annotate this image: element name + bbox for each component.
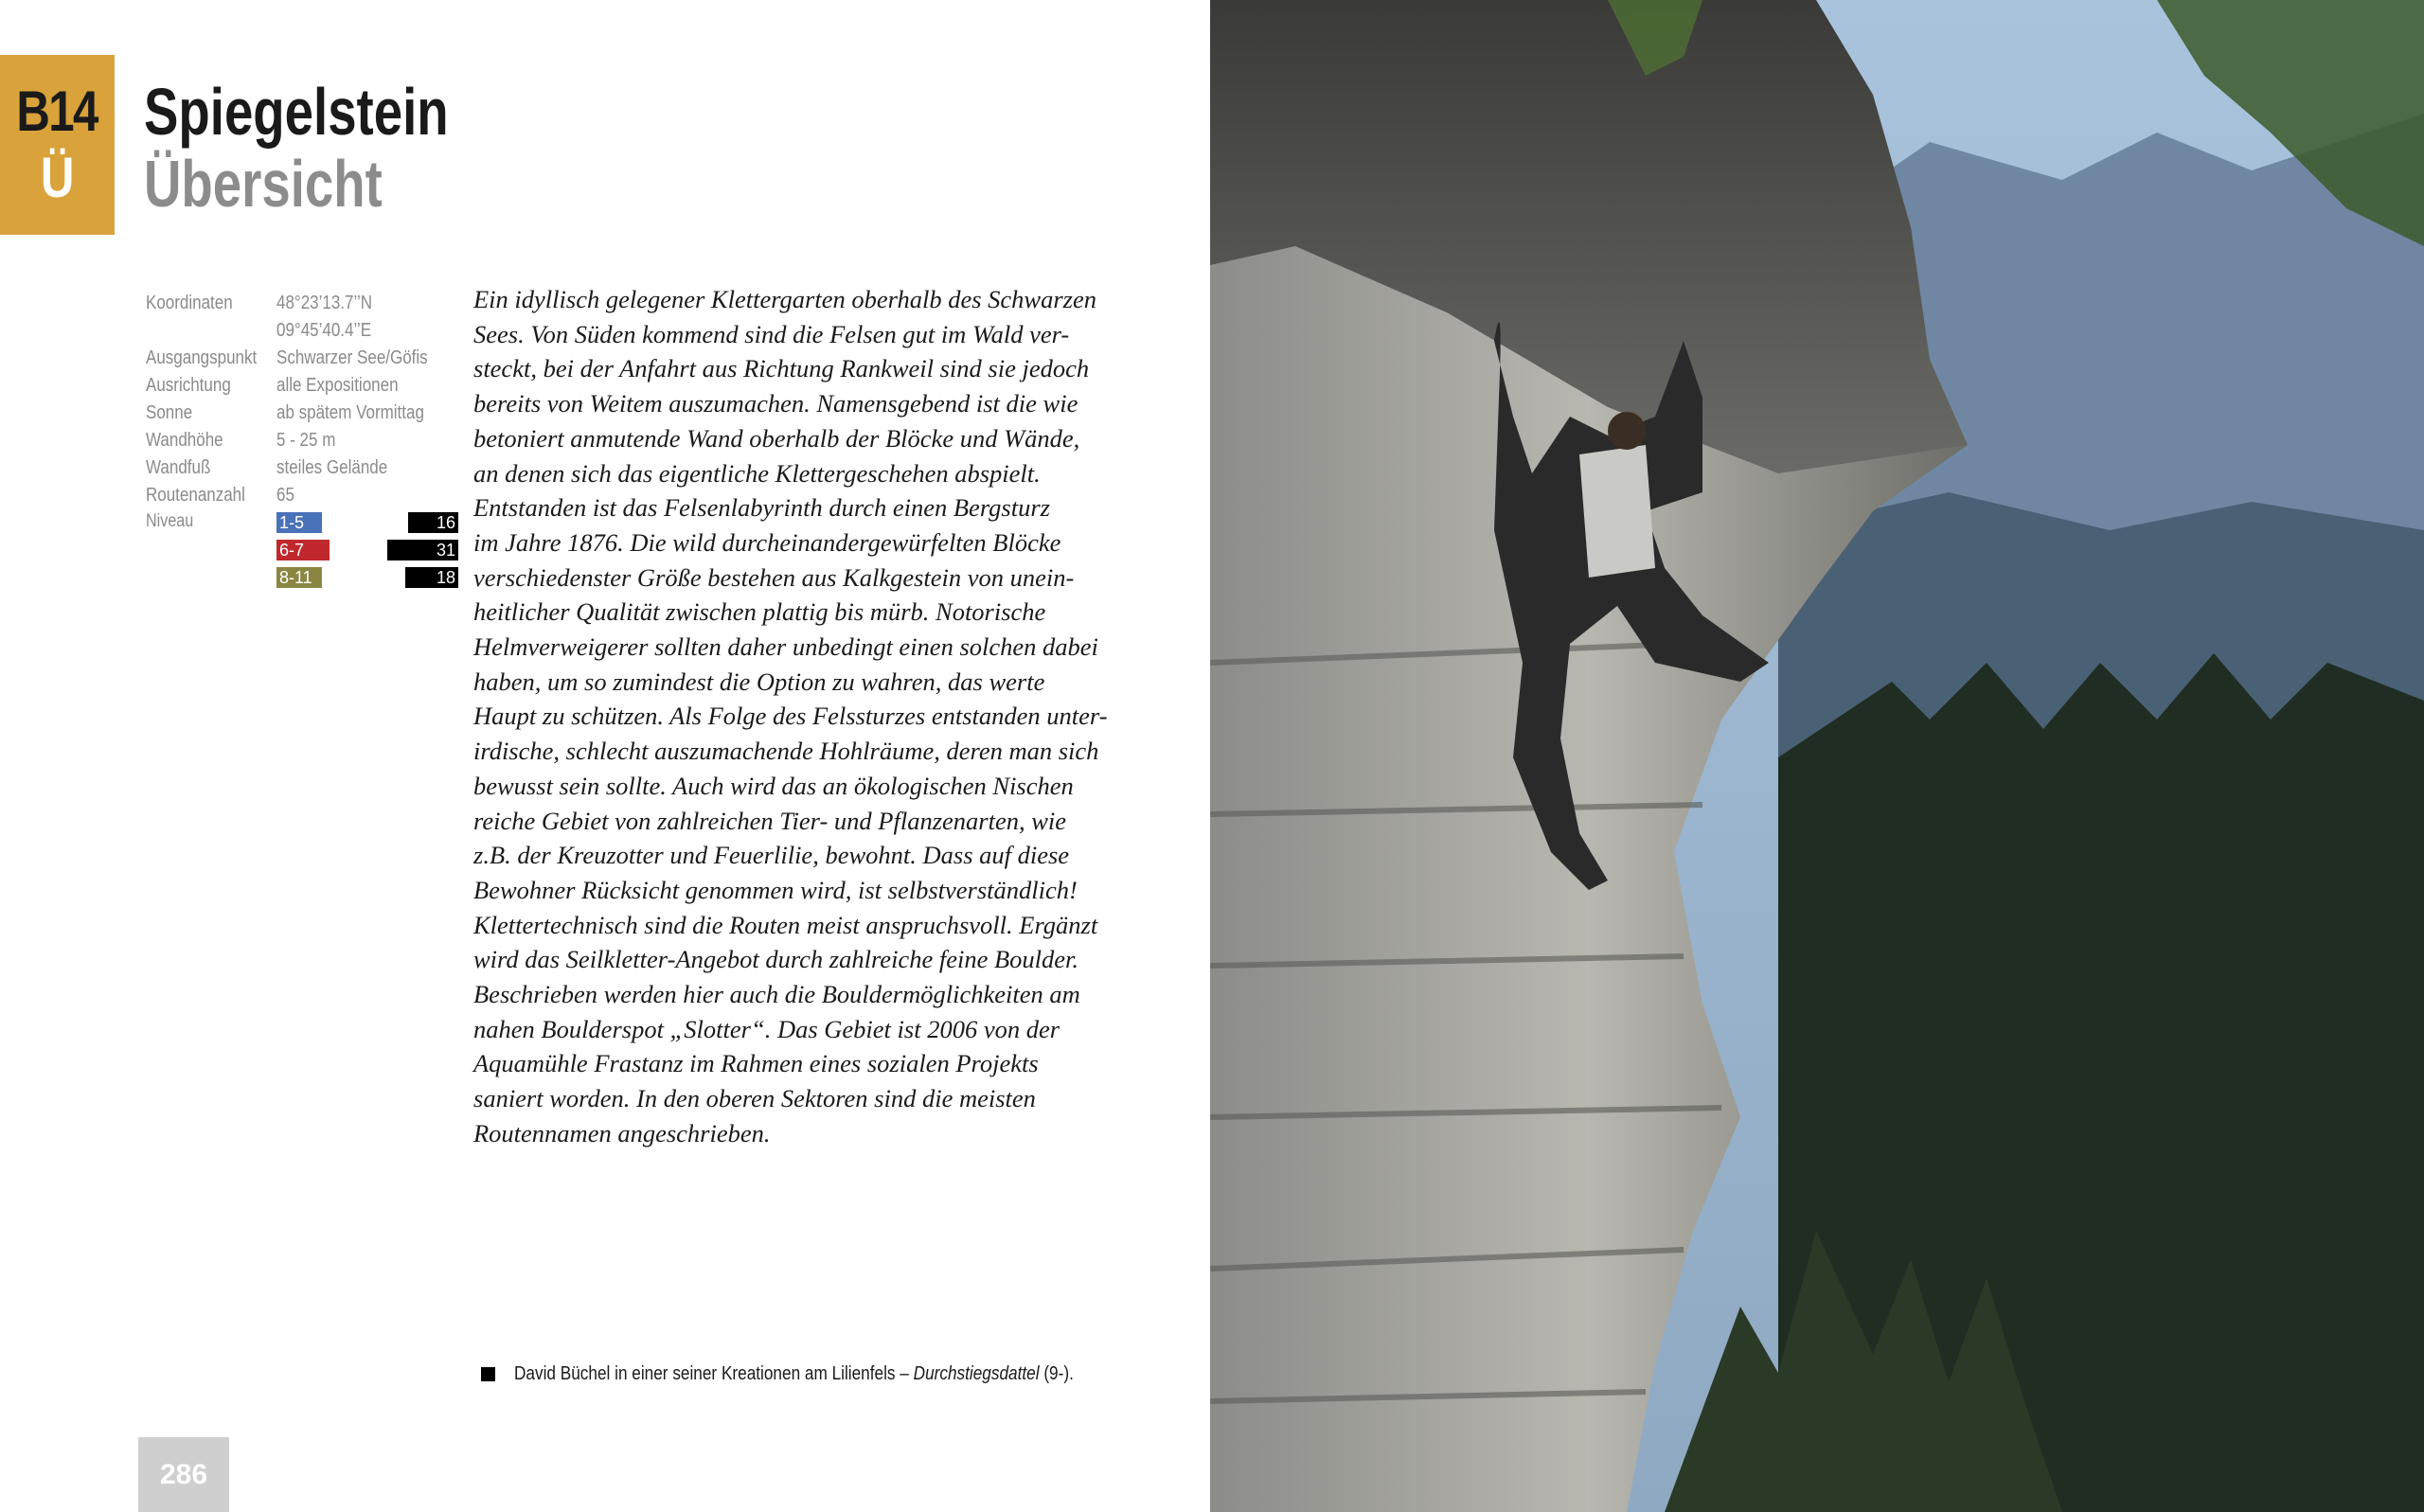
- description-line: Ein idyllisch gelegener Klettergarten oberhalb des Schwarzen: [473, 285, 1096, 313]
- niveau-row: [146, 509, 458, 537]
- fact-key: Ausrichtung: [146, 375, 231, 396]
- fact-value: 5 - 25 m: [276, 430, 336, 451]
- niveau-row: [146, 564, 458, 592]
- niveau-table: [146, 509, 458, 592]
- fact-row: [146, 427, 458, 454]
- fact-row: [146, 290, 458, 317]
- grade-chip: 6-7: [276, 540, 330, 560]
- description-text: [473, 282, 1108, 1151]
- description-line: betoniert anmutende Wand oberhalb der Blöcke und Wände,: [473, 423, 1080, 453]
- description-line: bewusst sein sollte. Auch wird das an ökologischen Nischen: [473, 771, 1074, 800]
- caption-text: [514, 1363, 1074, 1385]
- description-line: Routennamen angeschrieben.: [473, 1118, 771, 1147]
- fact-value: steiles Gelände: [276, 457, 388, 478]
- description-line: Beschrieben werden hier auch die Bouldermöglichkeiten am: [473, 980, 1080, 1009]
- photo-caption: [481, 1363, 1165, 1385]
- route-count-bar: 18: [405, 567, 458, 588]
- fact-value: ab spätem Vormittag: [276, 402, 424, 423]
- description-line: Klettertechnisch sind die Routen meist anspruchsvoll. Ergänzt: [473, 910, 1098, 939]
- description-line: heitlicher Qualität zwischen plattig bis mürb. Notorische: [473, 597, 1046, 627]
- fact-value: 48°23’13.7’’N: [276, 293, 373, 313]
- fact-value: alle Expositionen: [276, 375, 399, 396]
- grade-chip: 1-5: [276, 512, 322, 533]
- description-line: Aquamühle Frastanz im Rahmen eines sozialen Projekts: [473, 1049, 1039, 1078]
- caption-grade: (9-).: [1039, 1363, 1074, 1384]
- niveau-label: Niveau: [146, 511, 194, 531]
- page-subtitle: Übersicht: [144, 147, 383, 221]
- fact-key: Ausgangspunkt: [146, 347, 258, 368]
- fact-value: 65: [276, 485, 294, 506]
- description-line: Entstanden ist das Felsenlabyrinth durch einen Bergsturz: [473, 493, 1050, 523]
- caption-route: Durchstiegsdattel: [913, 1363, 1040, 1384]
- description-line: steckt, bei der Anfahrt aus Richtung Rankweil sind sie jedoch: [473, 354, 1090, 383]
- description-line: Sees. Von Süden kommend sind die Felsen gut im Wald ver-: [473, 319, 1070, 348]
- badge-code: B14: [16, 80, 98, 143]
- fact-row: [146, 345, 458, 372]
- title-block: [144, 76, 534, 220]
- chapter-badge: [0, 55, 115, 235]
- badge-sub: Ü: [40, 146, 75, 209]
- climbing-photo: [1210, 0, 2424, 1512]
- page-title: Spiegelstein: [144, 75, 449, 149]
- fact-key: Wandhöhe: [146, 430, 223, 451]
- description-line: haben, um so zumindest die Option zu wahren, das werte: [473, 667, 1045, 696]
- page-number: 286: [138, 1437, 229, 1512]
- fact-value: Schwarzer See/Göfis: [276, 347, 428, 368]
- description-line: wird das Seilkletter-Angebot durch zahlreiche feine Boulder.: [473, 945, 1079, 974]
- fact-row: [146, 317, 458, 345]
- description-line: bereits von Weitem auszumachen. Namensgebend ist die wie: [473, 389, 1078, 418]
- fact-key: Sonne: [146, 402, 193, 423]
- fact-key: Routenanzahl: [146, 485, 245, 506]
- caption-bullet: [481, 1367, 495, 1381]
- niveau-row: [146, 537, 458, 564]
- description-line: z.B. der Kreuzotter und Feuerlilie, bewohnt. Dass auf diese: [473, 841, 1070, 870]
- fact-row: [146, 372, 458, 400]
- left-page: [0, 0, 1210, 1512]
- description-line: Haupt zu schützen. Als Folge des Felssturzes entstanden unter-: [473, 702, 1108, 731]
- fact-row: [146, 400, 458, 427]
- description-line: irdische, schlecht auszumachende Hohlräume, deren man sich: [473, 737, 1099, 766]
- fact-key: Wandfuß: [146, 457, 211, 478]
- facts-table: [146, 290, 458, 509]
- fact-row: [146, 482, 458, 509]
- description-line: saniert worden. In den oberen Sektoren sind die meisten: [473, 1084, 1036, 1113]
- route-count-bar: 31: [387, 540, 458, 560]
- description-line: Helmverweigerer sollten daher unbedingt einen solchen dabei: [473, 632, 1098, 662]
- description-line: Bewohner Rücksicht genommen wird, ist selbstverständlich!: [473, 875, 1078, 904]
- description-line: reiche Gebiet von zahlreichen Tier- und Pflanzenarten, wie: [473, 806, 1067, 835]
- caption-main: David Büchel in einer seiner Kreationen am Lilienfels –: [514, 1363, 914, 1384]
- description-line: nahen Boulderspot „Slotter“. Das Gebiet ist 2006 von der: [473, 1014, 1060, 1043]
- description-line: an denen sich das eigentliche Klettergeschehen abspielt.: [473, 458, 1041, 488]
- grade-chip: 8-11: [276, 567, 322, 588]
- fact-key: Koordinaten: [146, 293, 233, 313]
- fact-row: [146, 454, 458, 482]
- description-line: im Jahre 1876. Die wild durcheinandergewürfelten Blöcke: [473, 527, 1061, 557]
- description-line: verschiedenster Größe bestehen aus Kalkgestein von unein-: [473, 562, 1075, 592]
- route-count-bar: 16: [408, 512, 458, 533]
- fact-value: 09°45’40.4’’E: [276, 320, 372, 341]
